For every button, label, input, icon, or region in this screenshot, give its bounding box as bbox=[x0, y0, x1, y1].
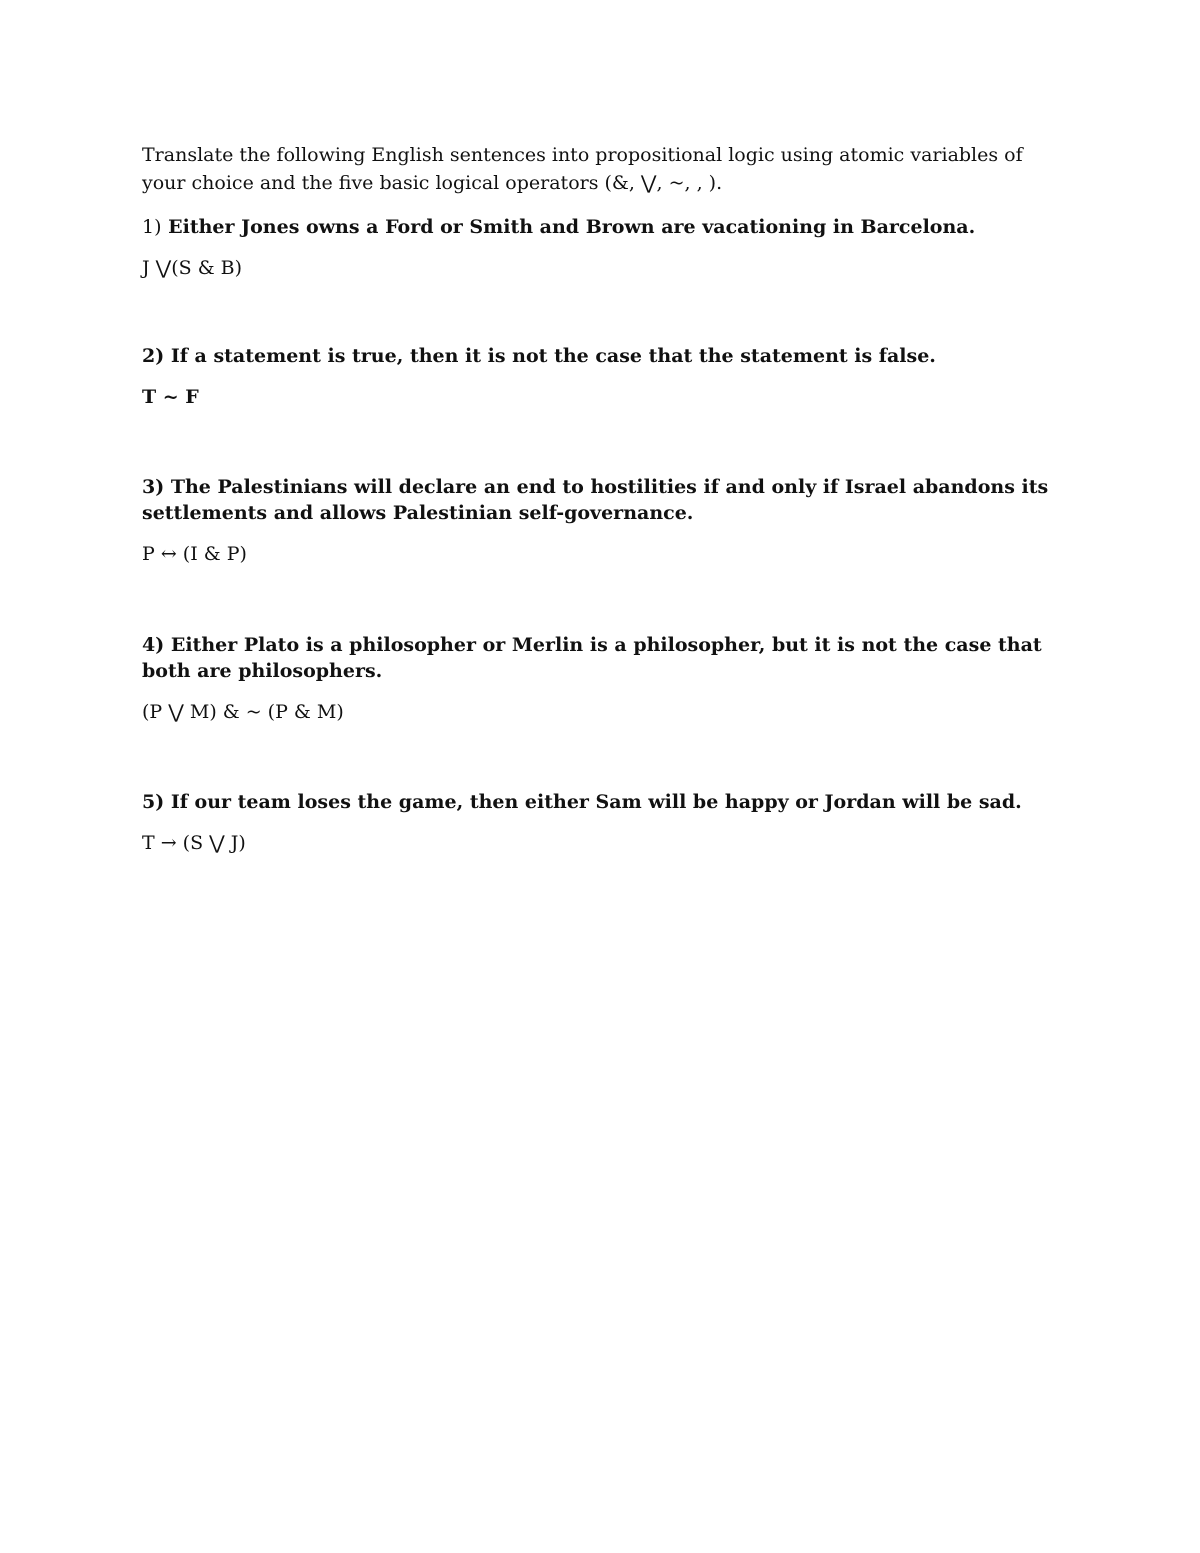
question-2-number: 2) bbox=[142, 345, 165, 367]
answer-5: T → (S ⋁ J) bbox=[142, 832, 246, 854]
answer-2: T ~ F bbox=[142, 386, 199, 408]
exercise-2 bbox=[142, 343, 1062, 411]
question-4 bbox=[142, 632, 1062, 684]
answer-4: (P ⋁ M) & ~ (P & M) bbox=[142, 701, 344, 723]
exercise-1 bbox=[142, 214, 1062, 282]
question-3 bbox=[142, 474, 1062, 526]
instructions-block bbox=[142, 141, 1062, 211]
answer-1: J ⋁(S & B) bbox=[142, 257, 243, 279]
question-5-text: If our team loses the game, then either Sam will be happy or Jordan will be sad. bbox=[170, 791, 1022, 813]
exercise-3 bbox=[142, 474, 1062, 568]
question-3-text: The Palestinians will declare an end to hostilities if and only if Israel abandons its settlements and allows Palestinian self-governance. bbox=[142, 476, 1049, 524]
question-1-text: Either Jones owns a Ford or Smith and Brown are vacationing in Barcelona. bbox=[168, 216, 976, 238]
question-4-text: Either Plato is a philosopher or Merlin is a philosopher, but it is not the case that both are philosophers. bbox=[142, 634, 1042, 682]
instructions-text: Translate the following English sentences into propositional logic using atomic variables of your choice and the five basic logical operators (&, ⋁, ~, , ). bbox=[142, 144, 1023, 194]
question-5 bbox=[142, 789, 1062, 815]
question-1 bbox=[142, 214, 1062, 240]
question-2-text: If a statement is true, then it is not the case that the statement is false. bbox=[170, 345, 936, 367]
question-2 bbox=[142, 343, 1062, 369]
question-5-number: 5) bbox=[142, 791, 165, 813]
exercise-4 bbox=[142, 632, 1062, 726]
question-1-number: 1) bbox=[142, 216, 162, 238]
exercise-5 bbox=[142, 789, 1062, 857]
answer-3: P ↔ (I & P) bbox=[142, 543, 247, 565]
question-4-number: 4) bbox=[142, 634, 165, 656]
question-3-number: 3) bbox=[142, 476, 165, 498]
